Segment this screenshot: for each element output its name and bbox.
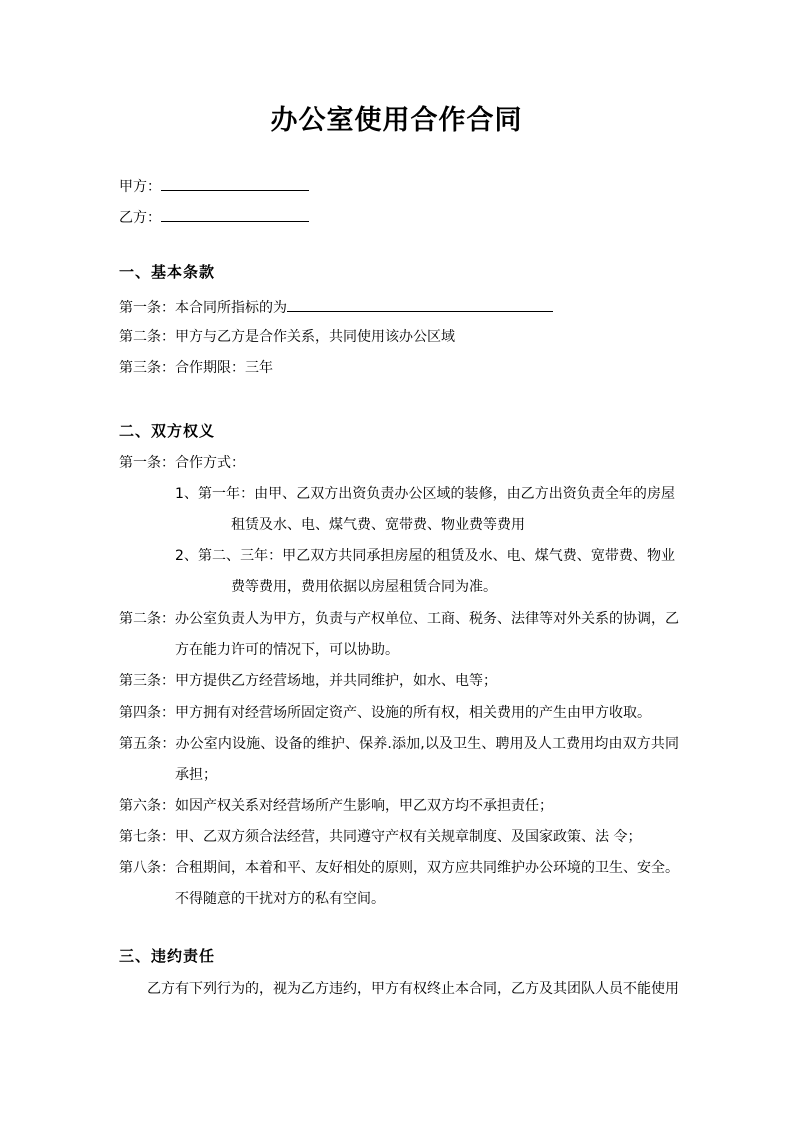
section-1-article-2: 第二条：甲方与乙方是合作关系，共同使用该办公区域 — [119, 329, 455, 345]
party-a-line — [119, 175, 679, 197]
section-2-article-2-line-1: 第二条：办公室负责人为甲方，负责与产权单位、工商、税务、法律等对外关系的协调，乙 — [119, 611, 679, 627]
section-2-article-8-line-2: 不得随意的干扰对方的私有空间。 — [175, 891, 385, 907]
section-2-article-2-line-2: 方在能力许可的情况下，可以协助。 — [175, 642, 399, 658]
method-2-line-2: 费等费用，费用依据以房屋租赁合同为准。 — [231, 579, 497, 595]
section-2-article-5-line-2: 承担； — [175, 767, 217, 783]
method-2-line-1: 2、第二、三年：甲乙双方共同承担房屋的租赁及水、电、煤气费、宽带费、物业 — [175, 548, 675, 564]
section-2-article-3: 第三条：甲方提供乙方经营场地，并共同维护，如水、电等； — [119, 673, 497, 689]
section-3-paragraph-1: 乙方有下列行为的，视为乙方违约，甲方有权终止本合同，乙方及其团队人员不能使用 — [147, 981, 679, 997]
section-2-article-1: 第一条：合作方式： — [119, 455, 245, 471]
party-b-label: 乙方： — [119, 210, 161, 226]
document-title: 办公室使用合作合同 — [270, 105, 523, 136]
section-2-article-6: 第六条：如因产权关系对经营场所产生影响，甲乙双方均不承担责任； — [119, 798, 553, 814]
section-2-article-8-line-1: 第八条：合租期间，本着和平、友好相处的原则，双方应共同维护办公环境的卫生、安全。 — [119, 860, 679, 876]
party-b-line — [119, 206, 679, 228]
subject-blank — [287, 296, 553, 312]
method-1-line-2: 租赁及水、电、煤气费、宽带费、物业费等费用 — [231, 517, 525, 533]
article-text: 第一条：本合同所指标的为 — [119, 300, 287, 316]
section-2-article-5-line-1: 第五条：办公室内设施、设备的维护、保养.添加,以及卫生、聘用及人工费用均由双方共同 — [119, 736, 679, 752]
party-b-blank — [161, 206, 309, 222]
section-1-article-3: 第三条：合作期限：三年 — [119, 360, 273, 376]
section-2-article-4: 第四条：甲方拥有对经营场所固定资产、设施的所有权，相关费用的产生由甲方收取。 — [119, 705, 651, 721]
method-1-line-1: 1、第一年：由甲、乙双方出资负责办公区域的装修，由乙方出资负责全年的房屋 — [175, 486, 675, 502]
section-2-article-7: 第七条：甲、乙双方须合法经营，共同遵守产权有关规章制度、及国家政策、法 令； — [119, 829, 642, 845]
party-a-label: 甲方： — [119, 179, 161, 195]
section-1-heading: 一、基本条款 — [119, 263, 216, 281]
section-1-article-1 — [119, 296, 679, 318]
section-3-heading: 三、违约责任 — [119, 947, 216, 965]
section-2-heading: 二、双方权义 — [119, 422, 216, 440]
party-a-blank — [161, 175, 309, 191]
